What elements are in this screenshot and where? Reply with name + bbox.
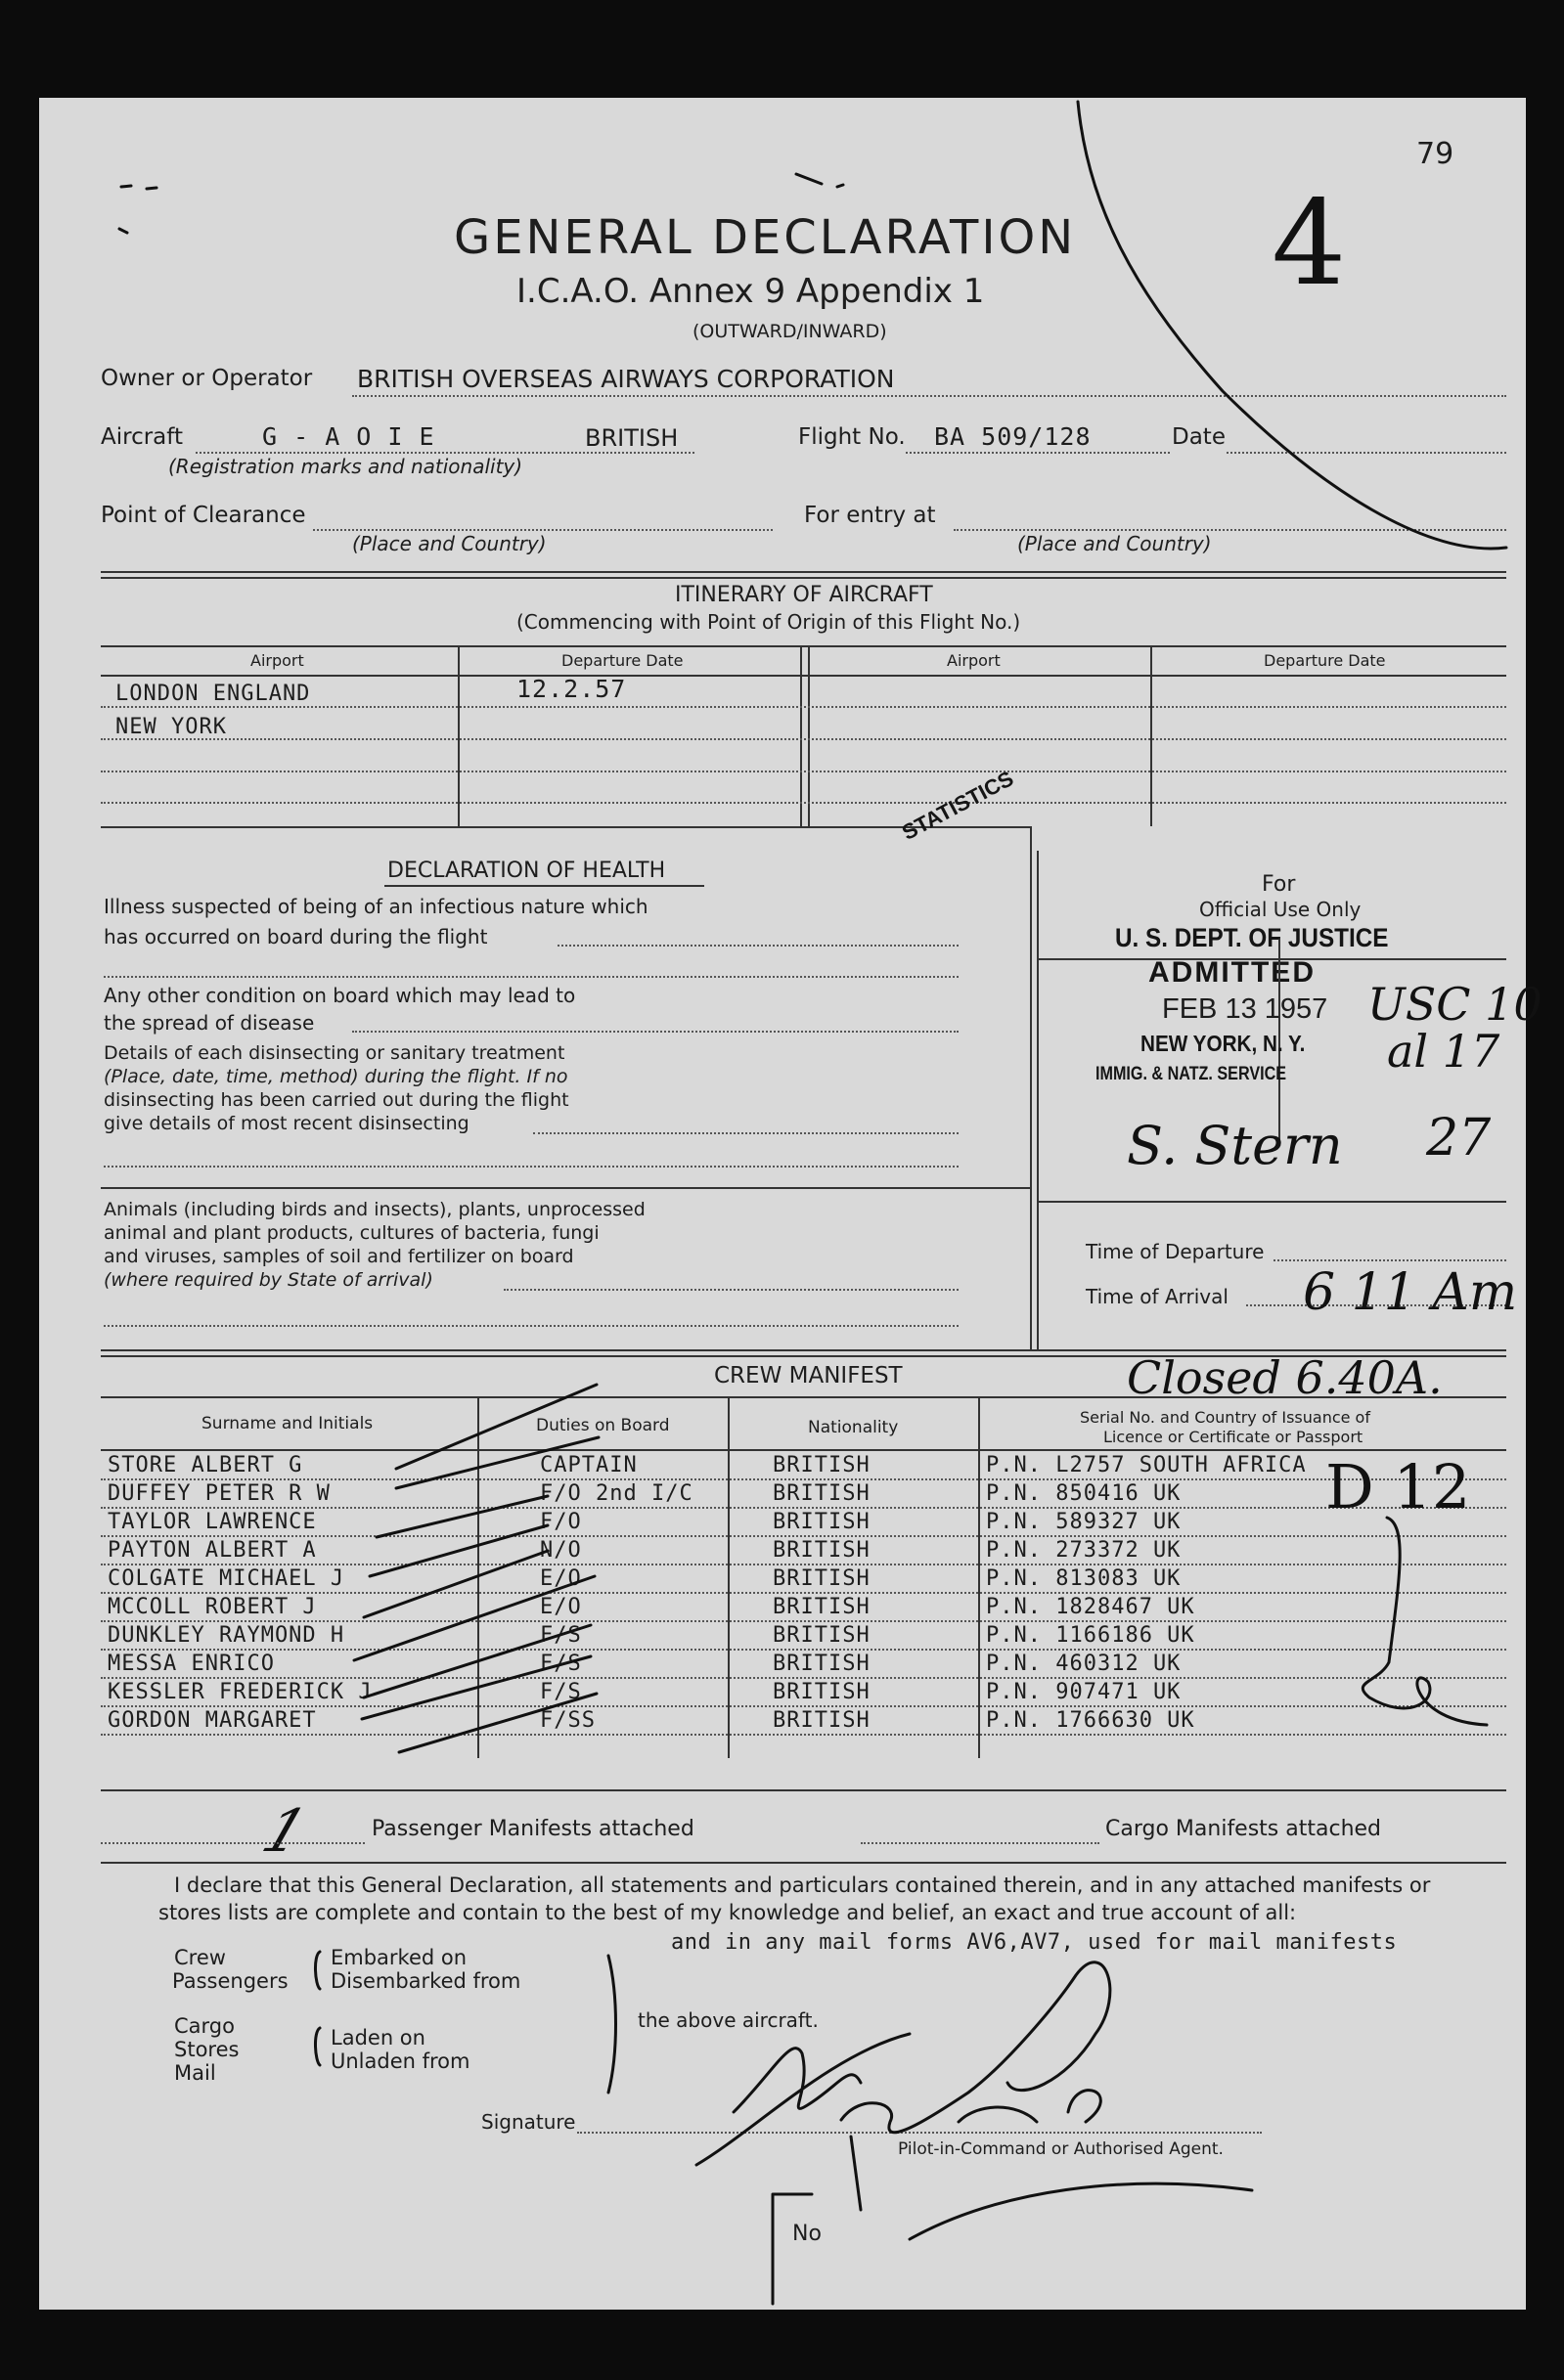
stores-word: Stores — [174, 2038, 240, 2061]
handwritten-code-2: al 17 — [1387, 1025, 1500, 1078]
animals-line-2: animal and plant products, cultures of bacteria, fungi — [104, 1222, 600, 1244]
handwritten-code-1: USC 10 — [1367, 978, 1542, 1031]
crew-serial[interactable]: P.N. 1166186 UK — [986, 1623, 1195, 1648]
crew-name[interactable]: STORE ALBERT G — [108, 1453, 303, 1477]
laden-word: Laden on — [331, 2026, 425, 2049]
cargo-manifest-label: Cargo Manifests attached — [1105, 1817, 1382, 1841]
illness-line-2: has occurred on board during the flight — [104, 925, 488, 948]
time-of-arrival-value[interactable]: 6 11 Am — [1303, 1263, 1518, 1322]
entry-caption: (Place and Country) — [1017, 532, 1212, 555]
itinerary-airport-2[interactable]: NEW YORK — [115, 715, 227, 739]
entry-label: For entry at — [804, 503, 936, 528]
signature-label: Signature — [481, 2110, 576, 2134]
crew-serial[interactable]: P.N. 589327 UK — [986, 1510, 1182, 1534]
passenger-manifest-label: Passenger Manifests attached — [372, 1817, 694, 1841]
other-condition-line-1: Any other condition on board which may lead to — [104, 984, 576, 1007]
crew-duty[interactable]: F/O — [540, 1510, 582, 1534]
crew-duty[interactable]: E/O — [540, 1595, 582, 1619]
crew-nationality[interactable]: BRITISH — [773, 1623, 871, 1648]
declaration-line-1: I declare that this General Declaration, all statements and particulars contained therein, and in any attached manifests or — [174, 1873, 1431, 1897]
handwritten-corner-mark: 4 — [1272, 176, 1347, 312]
time-of-arrival-label: Time of Arrival — [1086, 1285, 1229, 1308]
itinerary-header-airport-2: Airport — [947, 651, 1001, 670]
animals-line-3: and viruses, samples of soil and fertilizer on board — [104, 1246, 574, 1267]
aircraft-nationality[interactable]: BRITISH — [585, 424, 679, 452]
animals-line-4: (where required by State of arrival) — [104, 1269, 433, 1291]
time-of-departure-label: Time of Departure — [1086, 1240, 1265, 1263]
itinerary-header-departure-2: Departure Date — [1264, 651, 1386, 670]
crew-nationality[interactable]: BRITISH — [773, 1652, 871, 1676]
crew-name[interactable]: TAYLOR LAWRENCE — [108, 1510, 317, 1534]
crew-serial[interactable]: P.N. 460312 UK — [986, 1652, 1182, 1676]
above-aircraft: the above aircraft. — [638, 2008, 819, 2032]
crew-serial[interactable]: P.N. 1766630 UK — [986, 1708, 1195, 1733]
form-subtitle: I.C.A.O. Annex 9 Appendix 1 — [516, 272, 985, 311]
stamp-service: IMMIG. & NATZ. SERVICE — [1095, 1064, 1287, 1084]
crew-nationality[interactable]: BRITISH — [773, 1453, 871, 1477]
crew-header-nationality: Nationality — [808, 1418, 899, 1437]
disinsect-line-3: disinsecting has been carried out during the flight — [104, 1089, 569, 1111]
crew-nationality[interactable]: BRITISH — [773, 1680, 871, 1704]
crew-word: Crew — [174, 1946, 226, 1969]
owner-value[interactable]: BRITISH OVERSEAS AIRWAYS CORPORATION — [357, 365, 895, 393]
disinsect-line-1: Details of each disinsecting or sanitary treatment — [104, 1042, 565, 1064]
crew-duty[interactable]: F/S — [540, 1652, 582, 1676]
inspector-signature: S. Stern — [1127, 1115, 1343, 1176]
point-of-clearance-caption: (Place and Country) — [352, 532, 547, 555]
crew-duty[interactable]: F/S — [540, 1680, 582, 1704]
other-condition-line-2: the spread of disease — [104, 1011, 315, 1035]
crew-serial[interactable]: P.N. 273372 UK — [986, 1538, 1182, 1563]
itinerary-header-departure-1: Departure Date — [561, 651, 684, 670]
illness-line-1: Illness suspected of being of an infectious nature which — [104, 895, 648, 918]
closed-note: Closed 6.40A. — [1127, 1351, 1443, 1404]
crew-name[interactable]: DUNKLEY RAYMOND H — [108, 1623, 345, 1648]
crew-duty[interactable]: F/SS — [540, 1708, 596, 1733]
embarked-word: Embarked on — [331, 1946, 468, 1969]
typed-addition: and in any mail forms AV6,AV7, used for mail manifests — [671, 1930, 1398, 1955]
health-title: DECLARATION OF HEALTH — [387, 859, 666, 883]
crew-name[interactable]: DUFFEY PETER R W — [108, 1481, 331, 1506]
crew-nationality[interactable]: BRITISH — [773, 1481, 871, 1506]
official-for: For — [1262, 872, 1296, 897]
owner-label: Owner or Operator — [101, 366, 313, 391]
crew-name[interactable]: GORDON MARGARET — [108, 1708, 317, 1733]
crew-nationality[interactable]: BRITISH — [773, 1708, 871, 1733]
crew-name[interactable]: KESSLER FREDERICK J — [108, 1680, 373, 1704]
declaration-line-2: stores lists are complete and contain to the best of my knowledge and belief, an exact and true account of all: — [158, 1901, 1297, 1924]
point-of-clearance-label: Point of Clearance — [101, 503, 306, 528]
unladen-word: Unladen from — [331, 2049, 470, 2073]
disinsect-line-4: give details of most recent disinsecting — [104, 1113, 469, 1134]
statistics-stamp: STATISTICS — [898, 766, 1018, 846]
official-use-only: Official Use Only — [1199, 898, 1362, 921]
crew-serial[interactable]: P.N. 813083 UK — [986, 1566, 1182, 1591]
stamp-place: NEW YORK, N. Y. — [1140, 1031, 1306, 1056]
aircraft-label: Aircraft — [101, 424, 183, 450]
crew-name[interactable]: PAYTON ALBERT A — [108, 1538, 317, 1563]
disinsect-line-2: (Place, date, time, method) during the flight. If no — [104, 1066, 568, 1087]
stamp-date: FEB 13 1957 — [1162, 993, 1328, 1025]
itinerary-title: ITINERARY OF AIRCRAFT — [675, 583, 933, 607]
crew-name[interactable]: COLGATE MICHAEL J — [108, 1566, 345, 1591]
passengers-word: Passengers — [172, 1969, 289, 1993]
margin-note: D 12 — [1325, 1451, 1471, 1522]
crew-duty[interactable]: F/O 2nd I/C — [540, 1481, 693, 1506]
crew-serial[interactable]: P.N. 907471 UK — [986, 1680, 1182, 1704]
itinerary-airport-1[interactable]: LONDON ENGLAND — [115, 682, 311, 706]
aircraft-caption: (Registration marks and nationality) — [168, 455, 523, 478]
crew-name[interactable]: MCCOLL ROBERT J — [108, 1595, 317, 1619]
itinerary-subtitle: (Commencing with Point of Origin of this Flight No.) — [516, 610, 1021, 634]
crew-duty[interactable]: N/O — [540, 1538, 582, 1563]
form-title: GENERAL DECLARATION — [454, 210, 1077, 265]
itinerary-header-airport-1: Airport — [250, 651, 304, 670]
date-label: Date — [1172, 424, 1226, 450]
crew-nationality[interactable]: BRITISH — [773, 1595, 871, 1619]
animals-line-1: Animals (including birds and insects), plants, unprocessed — [104, 1199, 646, 1220]
signer-caption: Pilot-in-Command or Authorised Agent. — [898, 2139, 1224, 2159]
flight-no-value[interactable]: BA 509/128 — [934, 422, 1092, 451]
crew-duty[interactable]: CAPTAIN — [540, 1453, 638, 1477]
crew-header-duties: Duties on Board — [536, 1416, 670, 1435]
crew-name[interactable]: MESSA ENRICO — [108, 1652, 275, 1676]
stamp-admitted: ADMITTED — [1148, 956, 1316, 989]
crew-header-serial-2: Licence or Certificate or Passport — [1103, 1428, 1363, 1446]
crew-duty[interactable]: F/S — [540, 1623, 582, 1648]
stamp-dept: U. S. DEPT. OF JUSTICE — [1115, 923, 1389, 952]
crew-nationality[interactable]: BRITISH — [773, 1566, 871, 1591]
crew-duty[interactable]: E/O — [540, 1566, 582, 1591]
itinerary-departure-1[interactable]: 12.2.57 — [516, 675, 627, 703]
crew-header-name: Surname and Initials — [201, 1414, 374, 1433]
crew-nationality[interactable]: BRITISH — [773, 1538, 871, 1563]
crew-nationality[interactable]: BRITISH — [773, 1510, 871, 1534]
crew-serial[interactable]: P.N. 1828467 UK — [986, 1595, 1195, 1619]
form-direction: (OUTWARD/INWARD) — [693, 321, 887, 342]
crew-serial[interactable]: P.N. 850416 UK — [986, 1481, 1182, 1506]
flight-no-label: Flight No. — [798, 424, 906, 450]
disembarked-word: Disembarked from — [331, 1969, 521, 1993]
crew-serial[interactable]: P.N. L2757 SOUTH AFRICA — [986, 1453, 1307, 1477]
cargo-word: Cargo — [174, 2014, 235, 2038]
aircraft-registration[interactable]: G - A O I E — [262, 422, 435, 451]
form-no-label: No — [792, 2222, 822, 2246]
crew-header-serial-1: Serial No. and Country of Issuance of — [1080, 1408, 1370, 1427]
mail-word: Mail — [174, 2061, 216, 2085]
passenger-manifest-count[interactable]: 1 — [253, 1797, 316, 1866]
crew-title: CREW MANIFEST — [714, 1363, 903, 1388]
page-number: 79 — [1416, 137, 1454, 171]
handwritten-number: 27 — [1426, 1109, 1492, 1168]
